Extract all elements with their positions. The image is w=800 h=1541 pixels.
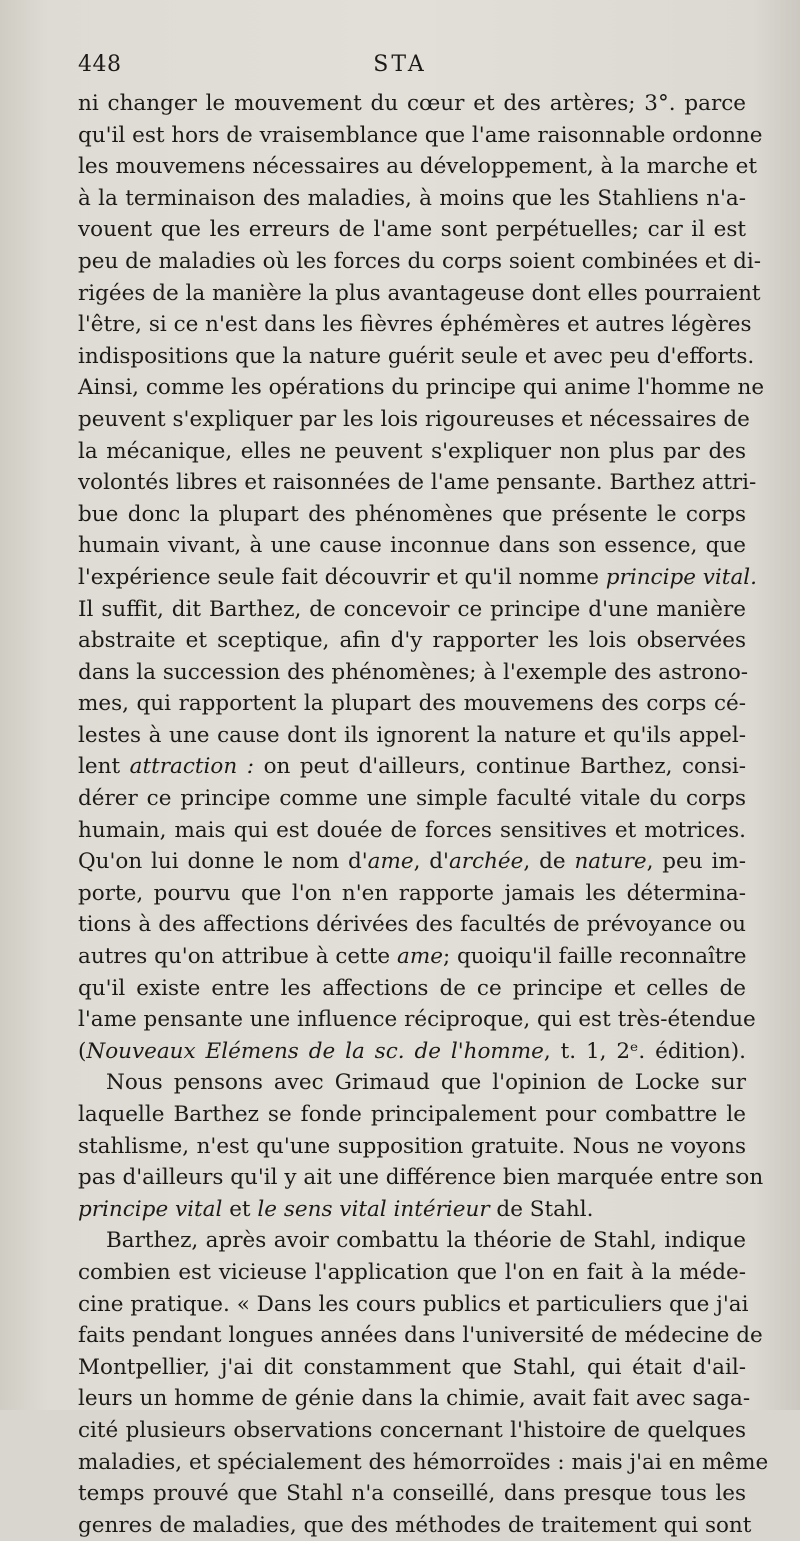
text-line: porte, pourvu que l'on n'en rapporte jamais les détermina- [78,880,746,906]
text-line: bue donc la plupart des phénomènes que présente le corps [78,501,746,527]
line-text: ; quoiqu'il faille reconnaître [442,944,747,970]
page-number: 448 [78,52,122,77]
text-line: peuvent s'expliquer par les lois rigoureuses et nécessaires de [78,406,750,432]
line-text: autres qu'on attribue à cette [78,944,397,970]
text-line: abstraite et sceptique, afin d'y rapporter les lois observées [78,628,746,654]
text-line: à la terminaison des maladies, à moins que les Stahliens n'a- [78,185,746,211]
text-line [78,751,746,783]
italic-term: principe vital. [605,564,757,590]
line-text: ( [78,1038,87,1064]
running-head: STA [373,52,427,77]
italic-term: ame [367,849,414,875]
text-line: humain, mais qui est douée de forces sensitives et motrices. [78,817,746,843]
text-line: la mécanique, elles ne peuvent s'expliquer non plus par des [78,438,746,464]
text-line: volontés libres et raisonnées de l'ame pensante. Barthez attri- [78,470,757,496]
text-line: ni changer le mouvement du cœur et des artères; 3°. parce [78,91,746,116]
text-line: faits pendant longues années dans l'université de médecine de [78,1323,763,1349]
text-line: les mouvemens nécessaires au développement, à la marche et [78,154,757,180]
text-line: cine pratique. « Dans les cours publics et particuliers que j'ai [78,1291,749,1317]
text-line: peu de maladies où les forces du corps soient combinées et di- [78,248,762,274]
line-text: on peut d'ailleurs, continue Barthez, consi- [254,754,747,780]
line-text: de Stahl. [489,1196,594,1222]
text-line [78,1036,746,1068]
line-text: , t. 1, 2ᵉ. édition). [543,1038,746,1064]
text-body [78,88,769,1541]
text-line: indispositions que la nature guérit seule et avec peu d'efforts. [78,343,755,369]
line-text: lent [78,754,130,780]
text-line: mes, qui rapportent la plupart des mouvemens des corps cé- [78,691,746,717]
italic-term: archée [448,849,524,875]
text-line: tions à des affections dérivées des facultés de prévoyance ou [78,912,746,938]
italic-term: attraction : [129,754,255,780]
text-line: lestes à une cause dont ils ignorent la nature et qu'ils appel- [78,722,746,748]
italic-term: nature [574,849,647,875]
text-line: temps prouvé que Stahl n'a conseillé, dans presque tous les [78,1481,746,1507]
text-line: dérer ce principe comme une simple faculté vitale du corps [78,786,746,812]
text-line: rigées de la manière la plus avantageuse dont elles pourraient [78,280,761,306]
line-text: , peu im- [646,849,747,875]
text-line: Il suffit, dit Barthez, de concevoir ce principe d'une manière [78,596,746,622]
text-line [78,1194,746,1226]
text-line: l'être, si ce n'est dans les fièvres éphémères et autres légères [78,312,752,338]
text-line: Ainsi, comme les opérations du principe qui anime l'homme ne [78,375,765,401]
text-line: qu'il existe entre les affections de ce principe et celles de [78,975,746,1001]
text-line: laquelle Barthez se fonde principalement pour combattre le [78,1102,746,1127]
text-line: leurs un homme de génie dans la chimie, avait fait avec saga- [78,1386,751,1412]
text-line: Nous pensons avec Grimaud que l'opinion de Locke sur [106,1070,746,1096]
text-line: pas d'ailleurs qu'il y ait une différence bien marquée entre son [78,1165,764,1191]
text-line [78,562,757,594]
italic-term: ame [397,944,443,970]
text-line: l'ame pensante une influence réciproque, qui est très-étendue [78,1007,756,1033]
italic-term: principe vital [78,1196,223,1222]
text-line: cité plusieurs observations concernant l'histoire de quelques [78,1417,746,1443]
text-line [78,941,746,973]
text-line: stahlisme, n'est qu'une supposition gratuite. Nous ne voyons [78,1133,746,1159]
text-line: maladies, et spécialement des hémorroïdes : mais j'ai en même [78,1449,769,1475]
text-line: qu'il est hors de vraisemblance que l'ame raisonnable ordonne [78,122,763,148]
text-line: Barthez, après avoir combattu la théorie de Stahl, indique [106,1228,746,1254]
line-text: l'expérience seule fait découvrir et qu'il nomme [78,564,606,590]
text-line: dans la succession des phénomènes; à l'exemple des astrono- [78,659,749,685]
text-line: Montpellier, j'ai dit constamment que Stahl, qui était d'ail- [78,1354,746,1380]
text-line: combien est vicieuse l'application que l'on en fait à la méde- [78,1259,746,1285]
italic-term: le sens vital intérieur [257,1196,490,1222]
text-line [78,846,746,878]
text-line: vouent que les erreurs de l'ame sont perpétuelles; car il est [78,217,746,243]
text-line: humain vivant, à une cause inconnue dans son essence, que [78,533,746,559]
text-line: genres de maladies, que des méthodes de traitement qui sont [78,1512,752,1538]
page-header [78,52,722,88]
line-text: , de [523,849,575,875]
line-text: Qu'on lui donne le nom d' [78,849,368,875]
italic-citation: Nouveaux Elémens de la sc. de l'homme [86,1038,544,1064]
line-text: , d' [413,849,449,875]
line-text: et [222,1196,258,1222]
